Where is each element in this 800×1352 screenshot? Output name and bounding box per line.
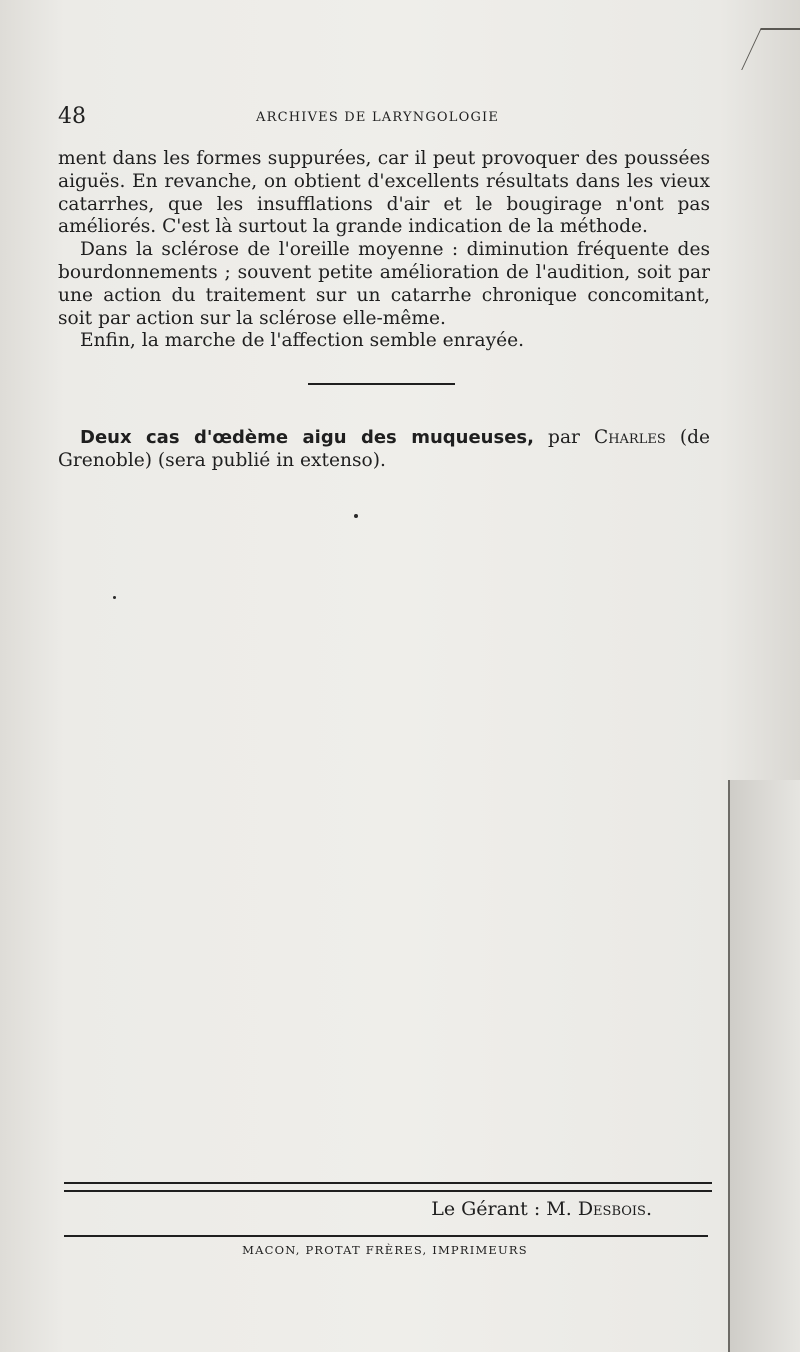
printer-imprint: MACON, PROTAT FRÈRES, IMPRIMEURS bbox=[242, 1243, 528, 1257]
body-text bbox=[58, 148, 710, 353]
footer-double-rule bbox=[64, 1182, 712, 1192]
ink-speck bbox=[113, 596, 116, 599]
abstract-author: Charles bbox=[593, 427, 666, 448]
gerant-line bbox=[431, 1198, 652, 1220]
footer-rule bbox=[64, 1235, 708, 1237]
running-title: ARCHIVES DE LARYNGOLOGIE bbox=[256, 110, 500, 125]
paragraph-3: Enfin, la marche de l'affection semble enrayée. bbox=[80, 330, 524, 352]
abstract-rest: (de Grenoble) (sera publié in extenso). bbox=[58, 427, 710, 471]
torn-corner-top bbox=[741, 28, 800, 70]
paragraph-1: ment dans les formes suppurées, car il peut provoquer des poussées aiguës. En revanche, on obtient d'excellents résultats dans les vieux catarrhes, que les insufflations d'air et le bougirage n'ont pas améliorés. C'est là surtout la grande indication de la méthode. bbox=[58, 148, 710, 238]
paragraph-2: Dans la sclérose de l'oreille moyenne : diminution fréquente des bourdonnements ; souvent petite amélioration de l'audition, soit par une action du traitement sur un catarrhe chronique concomitant, soit par action sur la sclérose elle-même. bbox=[58, 239, 710, 329]
abstract-paragraph bbox=[58, 426, 710, 472]
abstract-by: par bbox=[533, 427, 594, 448]
page-number: 48 bbox=[58, 104, 86, 129]
section-divider bbox=[308, 383, 455, 385]
page-header bbox=[58, 104, 708, 134]
torn-edge-right bbox=[728, 780, 800, 1352]
abstract-title: Deux cas d'œdème aigu des muqueuses, bbox=[80, 427, 534, 448]
gerant-prefix: Le Gérant : M. bbox=[431, 1198, 578, 1220]
gerant-name: Desbois. bbox=[577, 1198, 652, 1220]
ink-speck bbox=[354, 514, 358, 518]
abstract-entry bbox=[58, 426, 710, 472]
